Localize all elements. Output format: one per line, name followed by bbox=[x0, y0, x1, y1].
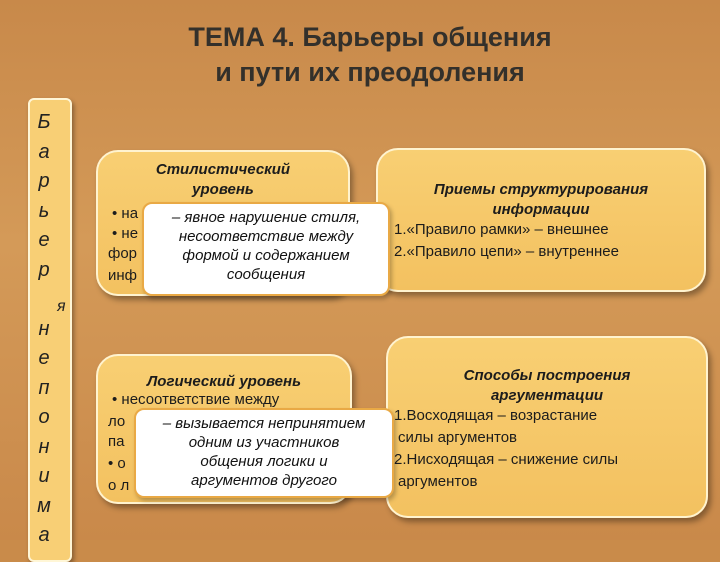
slide-title bbox=[120, 20, 620, 90]
argumentation-line: силы аргументов bbox=[398, 429, 518, 446]
side-letter: е bbox=[38, 229, 50, 251]
side-letter: н bbox=[38, 435, 50, 458]
logical-line: • несоответствие между bbox=[112, 391, 280, 408]
structuring-line: 1.«Правило рамки» – внешнее bbox=[394, 221, 609, 238]
logical-head: Логический уровень bbox=[146, 373, 301, 390]
argumentation-line: 2.Нисходящая – снижение силы bbox=[394, 451, 619, 468]
side-letter: Б bbox=[37, 111, 51, 133]
logical-popup bbox=[134, 408, 394, 498]
side-letter: о bbox=[38, 406, 50, 428]
structuring-head-2: информации bbox=[492, 201, 590, 218]
title-line-2: и пути их преодоления bbox=[215, 57, 525, 87]
logical-line: • о bbox=[108, 455, 126, 472]
popup-line: – явное нарушение стиля, bbox=[171, 209, 361, 226]
structuring-head-1: Приемы структурирования bbox=[433, 181, 649, 198]
stylistic-head-1: Стилистический bbox=[155, 161, 291, 178]
popup-line: формой и содержанием bbox=[182, 247, 350, 264]
side-letter: и bbox=[38, 465, 50, 487]
structuring-card bbox=[376, 148, 706, 292]
popup-line: аргументов другого bbox=[191, 472, 337, 489]
structuring-line: 2.«Правило цепи» – внутреннее bbox=[394, 243, 619, 260]
side-letter: н bbox=[38, 317, 50, 340]
side-letter: р bbox=[38, 170, 50, 192]
stylistic-line: • на bbox=[112, 205, 139, 222]
side-letter: е bbox=[38, 347, 50, 369]
stylistic-head-2: уровень bbox=[192, 181, 254, 198]
side-letter: а bbox=[38, 524, 50, 546]
logical-line: па bbox=[108, 433, 125, 450]
side-letter: м bbox=[37, 494, 51, 517]
logical-line: о л bbox=[108, 477, 130, 494]
popup-line: несоответствие между bbox=[178, 228, 354, 245]
argumentation-line: аргументов bbox=[398, 473, 478, 490]
stylistic-line: инф bbox=[108, 267, 138, 284]
popup-line: общения логики и bbox=[200, 453, 328, 470]
side-letter bbox=[34, 285, 54, 315]
side-letter: ь bbox=[38, 199, 50, 222]
title-line-1: ТЕМА 4. Барьеры общения bbox=[188, 22, 552, 52]
stylistic-popup bbox=[142, 202, 390, 296]
argumentation-line: 1.Восходящая – возрастание bbox=[394, 407, 598, 424]
popup-line: одним из участников bbox=[188, 434, 340, 451]
argumentation-head-2: аргументации bbox=[490, 387, 604, 404]
side-letter: а bbox=[38, 140, 50, 163]
stylistic-line: • не bbox=[112, 225, 139, 242]
side-letter-ya: я bbox=[57, 298, 66, 315]
vertical-letters bbox=[34, 108, 54, 551]
argumentation-card bbox=[386, 336, 708, 518]
logical-line: ло bbox=[108, 413, 126, 430]
side-letter: р bbox=[38, 258, 50, 281]
popup-line: сообщения bbox=[226, 266, 306, 283]
popup-line: – вызывается непринятием bbox=[162, 415, 366, 432]
stylistic-line: фор bbox=[108, 245, 138, 262]
vertical-barriers-bar bbox=[28, 98, 72, 562]
side-letter: п bbox=[38, 376, 50, 399]
argumentation-head-1: Способы построения bbox=[463, 367, 631, 384]
